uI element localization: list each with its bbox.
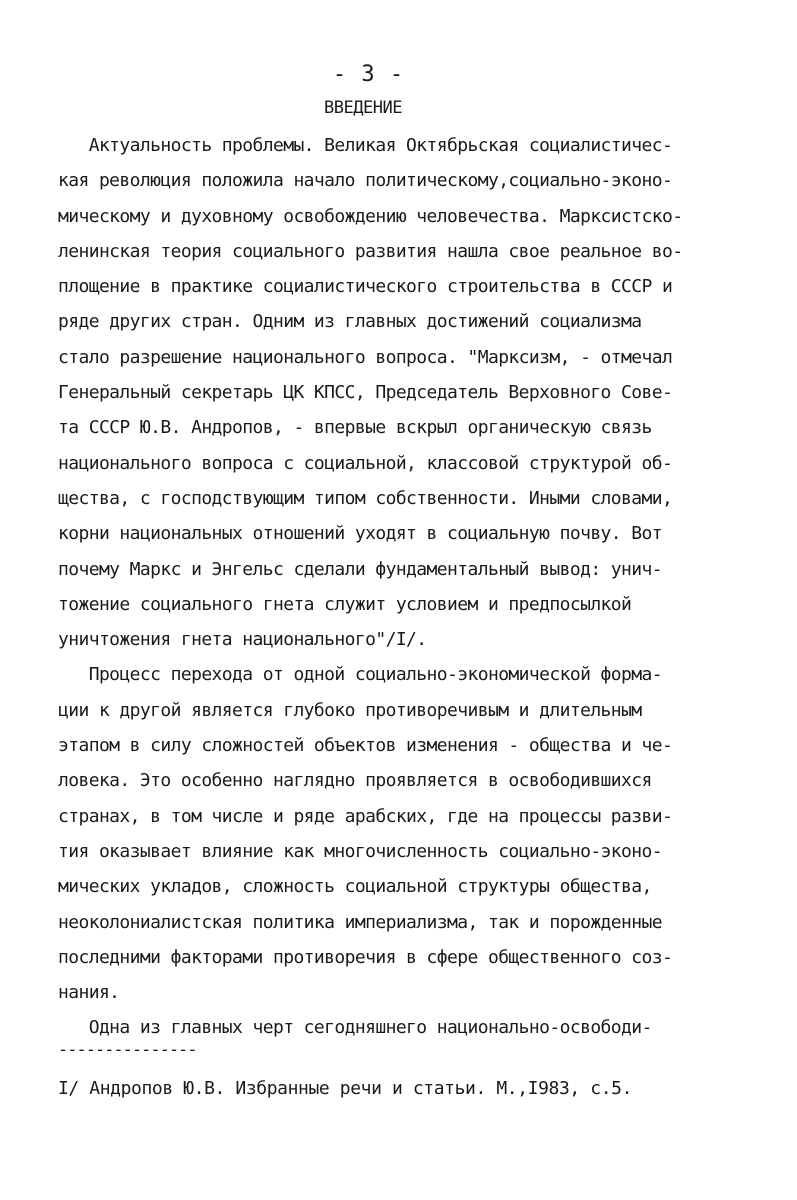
text-line: последними факторами противоречия в сфере общественного соз-	[58, 946, 673, 968]
text-line: Одна из главных черт сегодняшнего национально-освободи-	[58, 1017, 652, 1039]
text-line: корни национальных отношений уходят в социальную почву. Вот	[58, 523, 662, 545]
section-heading: ВВЕДЕНИЕ	[324, 98, 402, 118]
text-line: ряде других стран. Одним из главных достижений социализма	[58, 311, 642, 333]
text-line: почему Маркс и Энгельс сделали фундаментальный вывод: унич-	[58, 558, 662, 580]
text-line: уничтожения гнета национального"/I/.	[58, 629, 427, 651]
text-line: этапом в силу сложностей объектов изменения - общества и че-	[58, 735, 673, 757]
text-line: ленинская теория социального развития нашла свое реальное во-	[58, 240, 683, 262]
page-number: - 3 -	[332, 62, 405, 87]
body-text	[58, 128, 738, 1046]
text-line: нания.	[58, 982, 120, 1004]
text-line: национального вопроса с социальной, классовой структурой об-	[58, 452, 673, 474]
text-line: Процесс перехода от одной социально-экономической форма-	[58, 664, 662, 686]
text-line: кая революция положила начало политическому,социально-эконо-	[58, 170, 673, 192]
text-line: мическому и духовному освобождению человечества. Марксистско-	[58, 205, 683, 227]
text-line: стало разрешение национального вопроса. "Марксизм, - отмечал	[58, 346, 673, 368]
text-line: тожение социального гнета служит условием и предпосылкой	[58, 593, 632, 615]
text-line: Актуальность проблемы. Великая Октябрьская социалистичес-	[58, 135, 673, 156]
text-line: площение в практике социалистического строительства в СССР и	[58, 276, 673, 298]
text-line: тия оказывает влияние как многочисленность социально-эконо-	[58, 840, 662, 862]
footnote-text: I/ Андропов Ю.В. Избранные речи и статьи. М.,I983, с.5.	[58, 1078, 633, 1099]
text-line: странах, в том числе и ряде арабских, где на процессы разви-	[58, 805, 673, 827]
text-line: ции к другой является глубоко противоречивым и длительным	[58, 699, 642, 721]
text-line: Генеральный секретарь ЦК КПСС, Председатель Верховного Сове-	[58, 382, 673, 404]
text-line: та СССР Ю.В. Андропов, - впервые вскрыл органическую связь	[58, 417, 652, 439]
footnote-separator: ---------------	[58, 1040, 197, 1060]
text-line: мических укладов, сложность социальной структуры общества,	[58, 876, 652, 898]
text-line: щества, с господствующим типом собственности. Иными словами,	[58, 487, 673, 509]
text-line: ловека. Это особенно наглядно проявляется в освободившихся	[58, 770, 652, 792]
text-line: неоколониалистская политика империализма, так и порожденные	[58, 911, 662, 933]
